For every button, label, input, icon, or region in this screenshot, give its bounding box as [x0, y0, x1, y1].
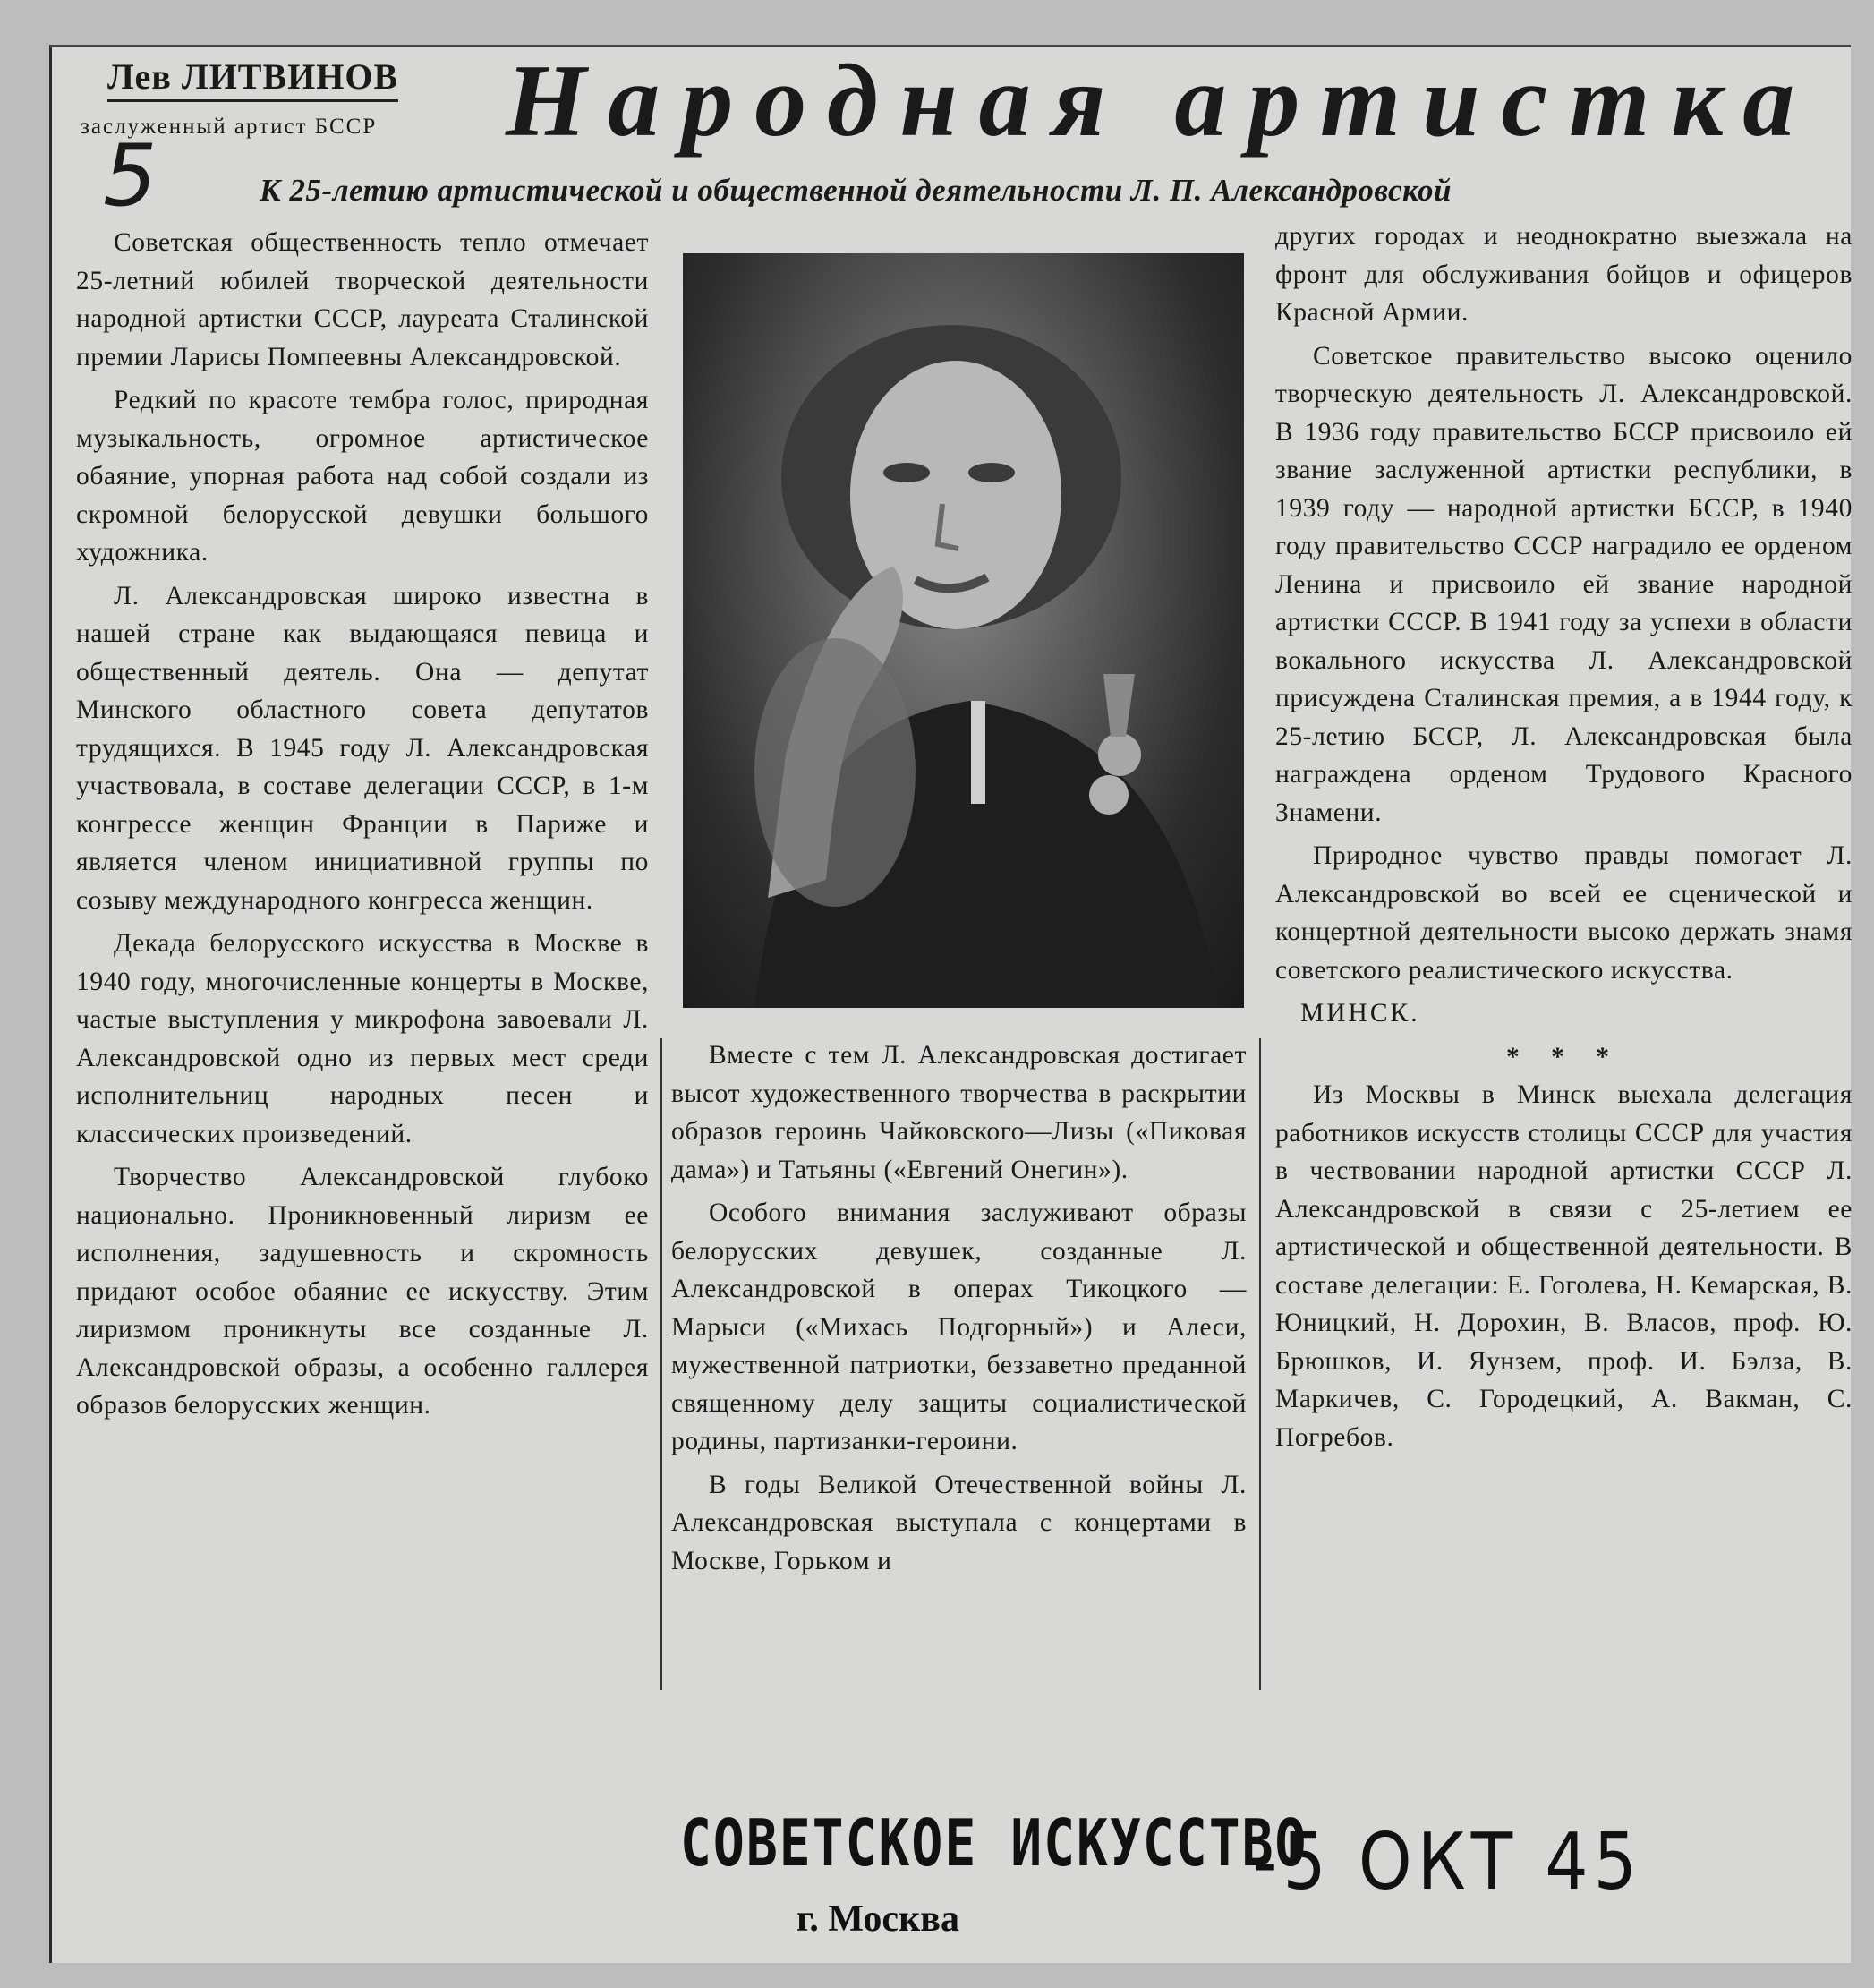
headline: Народная артистка — [506, 44, 1817, 158]
paragraph: других городах и неоднократно выезжала на фронт для обслуживания бойцов и офицеров Красной Армии. — [1275, 222, 1853, 327]
paragraph: Л. Александровская широко известна в нашей стране как выдающаяся певица и общественный деятель. Она — депутат Минского областного совета депутатов трудящихся. В 1945 году Л. Александровская участвовала, в составе делегации СССР, в 1-м конгрессе женщин Франции в Париже и является членом инициативной группы по созыву международного конгресса женщин. — [76, 581, 649, 915]
column-rule — [1259, 1038, 1261, 1690]
paragraph: Творчество Александровской глубоко национально. Проникновенный лиризм ее исполнения, задушевность и скромность придают особое обаяние ее искусству. Этим лиризмом проникнуты все созданные Л. Александровской образы, а особенно галлерея образов белорусских женщин. — [76, 1163, 649, 1420]
paragraph: Редкий по красоте тембра голос, природная музыкальность, огромное артистическое обаяние, упорная работа над собой создали из скромной белорусской девушки большого художника. — [76, 386, 649, 567]
stamp-date: -5 ОКТ 45 — [1253, 1815, 1643, 1907]
portrait-illustration — [683, 253, 1244, 1008]
author-title: заслуженный артист БССР — [81, 115, 378, 139]
paragraph: Вместе с тем Л. Александровская достигает высот художественного творчества в раскрытии образов героинь Чайковского—Лизы («Пиковая дама») и Татьяны («Евгений Онегин»). — [671, 1041, 1247, 1184]
paragraph: В годы Великой Отечественной войны Л. Александровская выступала с концертами в Москве, Горьком и — [671, 1470, 1247, 1575]
column-2 — [671, 1037, 1247, 1585]
portrait-photo — [683, 253, 1244, 1008]
subheadline: К 25-летию артистической и общественной деятельности Л. П. Александровской — [260, 173, 1452, 208]
paragraph: Из Москвы в Минск выехала делегация работников искусств столицы СССР для участия в чествовании народной артистки СССР Л. Александровской в связи с 25-летием ее артистической и общественной деятельности. В составе делегации: Е. Гоголева, Н. Кемарская, В. Юницкий, Н. Дорохин, В. Власов, проф. Ю. Брюшков, И. Яунзем, проф. И. Бэлза, В. Маркичев, С. Городецкий, А. Вакман, С. Погребов. — [1275, 1080, 1853, 1452]
stamp-city: г. Москва — [796, 1898, 959, 1940]
section-stars: * * * — [1506, 1042, 1622, 1071]
paragraph: Особого внимания заслуживают образы белорусских девушек, созданные Л. Александровской в операх Тикоцкого — Марыси («Михась Подгорный») и Алеси, мужественной патриотки, беззаветно преданной священному делу защиты социалистической родины, партизанки-героини. — [671, 1199, 1247, 1455]
author-name: Лев ЛИТВИНОВ — [107, 55, 398, 102]
column-rule — [660, 1038, 662, 1690]
newspaper-stamp: СОВЕТСКОЕ ИСКУССТВО — [680, 1805, 1308, 1881]
dateline-sign: МИНСК. — [1300, 999, 1420, 1028]
handwritten-number: 5 — [103, 127, 158, 226]
column-3 — [1275, 218, 1853, 1462]
column-1 — [76, 224, 649, 1430]
paragraph: Природное чувство правды помогает Л. Александровской во всей ее сценической и концертной деятельности высоко держать знамя советского реалистического искусства. — [1275, 841, 1853, 985]
paragraph: Советское правительство высоко оценило творческую деятельность Л. Александровской. В 1936 году правительство БССР присвоило ей звание заслуженной артистки республики, в 1939 году — народной артистки БССР, в 1940 году правительство СССР наградило ее орденом Ленина и присвоило ей звание народной артистки СССР. В 1941 году за успехи в области вокального искусства Л. Александровской присуждена Сталинская премия, а в 1944 году, к 25-летию БССР, Л. Александровская была награждена орденом Трудового Красного Знамени. — [1275, 341, 1853, 827]
paragraph: Декада белорусского искусства в Москве в 1940 году, многочисленные концерты в Москве, частые выступления у микрофона завоевали Л. Александровской одно из первых мест среди исполнительниц народных песен и классических произведений. — [76, 929, 649, 1148]
paragraph: Советская общественность тепло отмечает 25-летний юбилей творческой деятельности народной артистки СССР, лауреата Сталинской премии Ларисы Помпеевны Александровской. — [76, 228, 649, 371]
